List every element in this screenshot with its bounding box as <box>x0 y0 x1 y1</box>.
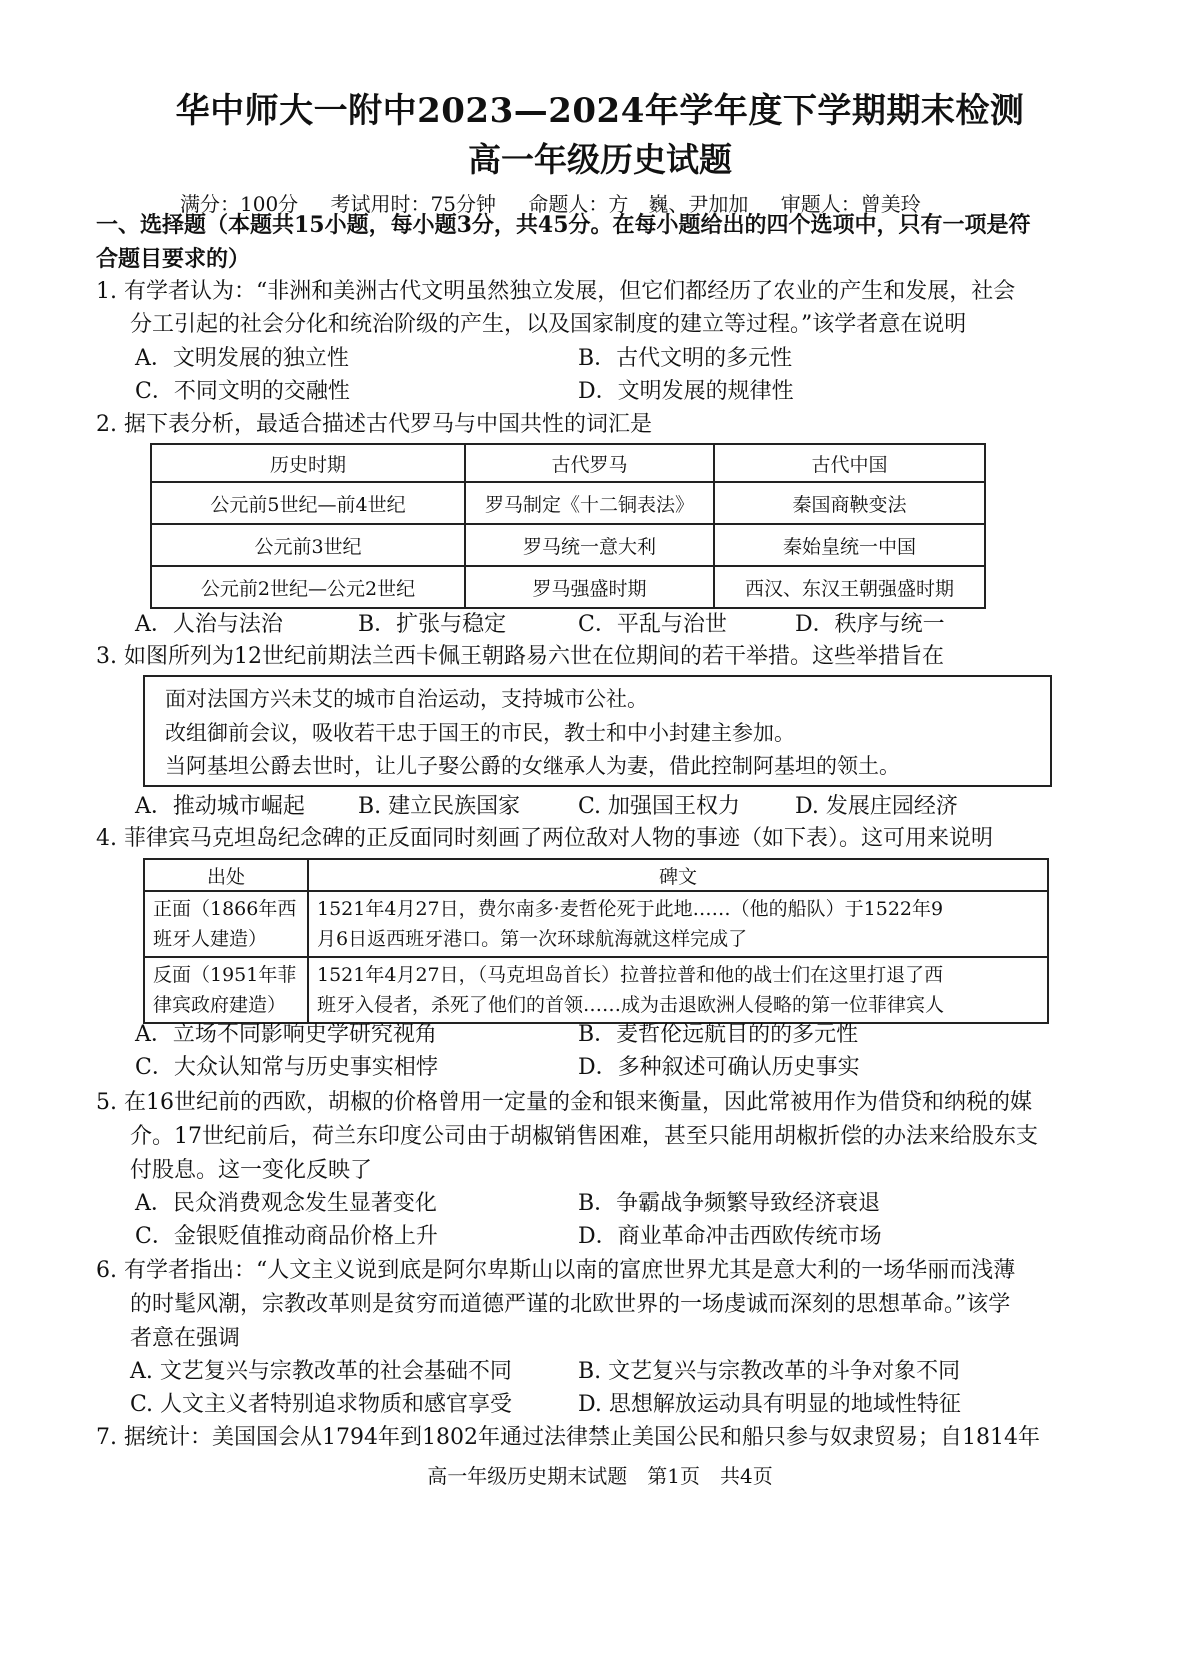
table-cell <box>144 957 308 1023</box>
question-5 <box>96 1086 1116 1120</box>
table-cell: 罗马制定《十二铜表法》 <box>465 482 714 524</box>
option-c[interactable]: C．大众认知常与历史事实相悖 <box>135 1055 438 1080</box>
question-1 <box>96 275 1116 309</box>
meta-reviewer: 审题人：曾美玲 <box>780 192 921 216</box>
table-header: 古代中国 <box>714 444 985 482</box>
question-text: 菲律宾马克坦岛纪念碑的正反面同时刻画了两位敌对人物的事迹（如下表）。这可用来说明 <box>124 826 994 851</box>
question-text: 据统计：美国国会从1794年到1802年通过法律禁止美国公民和船只参与奴隶贸易；自1814年 <box>124 1425 1040 1450</box>
q4-table <box>143 858 1049 1024</box>
question-number: 2. <box>96 412 117 437</box>
table-cell <box>308 957 1048 1023</box>
option-b[interactable]: B．争霸战争频繁导致经济衰退 <box>578 1191 881 1216</box>
section-heading: 一、选择题（本题共15小题，每小题3分，共45分。在每小题给出的四个选项中，只有一项是符 <box>96 212 1031 238</box>
q2-table <box>150 443 986 609</box>
option-d[interactable]: D．秩序与统一 <box>795 612 945 637</box>
option-c[interactable]: C．金银贬值推动商品价格上升 <box>135 1224 438 1249</box>
exam-subtitle: 高一年级历史试题 <box>468 140 732 179</box>
option-c[interactable]: C．平乱与治世 <box>578 612 727 637</box>
option-d[interactable]: D. 思想解放运动具有明显的地域性特征 <box>578 1392 961 1417</box>
source-line: 正面（1866年西 <box>153 898 297 920</box>
inscription-line: 1521年4月27日，费尔南多·麦哲伦死于此地……（他的船队）于1522年9 <box>317 898 944 920</box>
table-cell: 西汉、东汉王朝强盛时期 <box>714 566 985 608</box>
option-d[interactable]: D．商业革命冲击西欧传统市场 <box>578 1224 882 1249</box>
question-3 <box>96 640 1116 674</box>
table-row <box>151 566 985 608</box>
table-header: 历史时期 <box>151 444 465 482</box>
option-c[interactable]: C．不同文明的交融性 <box>135 379 350 404</box>
meta-time: 考试用时：75分钟 <box>330 192 496 216</box>
option-c[interactable]: C. 加强国王权力 <box>578 794 741 819</box>
source-line: 律宾政府建造） <box>153 994 287 1016</box>
option-a[interactable]: A．文明发展的独立性 <box>135 346 349 371</box>
question-number: 7. <box>96 1425 117 1450</box>
question-text-cont: 付股息。这一变化反映了 <box>130 1158 373 1183</box>
table-cell: 公元前2世纪—公元2世纪 <box>151 566 465 608</box>
question-number: 4. <box>96 826 117 851</box>
option-b[interactable]: B．扩张与稳定 <box>358 612 507 637</box>
option-d[interactable]: D．文明发展的规律性 <box>578 379 794 404</box>
option-a[interactable]: A．人治与法治 <box>135 612 283 637</box>
option-a[interactable]: A. 文艺复兴与宗教改革的社会基础不同 <box>130 1359 512 1384</box>
inscription-line: 1521年4月27日，（马克坦岛首长）拉普拉普和他的战士们在这里打退了西 <box>317 964 944 986</box>
question-number: 3. <box>96 644 117 669</box>
q3-measures-box <box>143 675 1052 787</box>
question-text: 有学者认为：“非洲和美洲古代文明虽然独立发展，但它们都经历了农业的产生和发展，社会 <box>124 279 1016 304</box>
option-a[interactable]: A．民众消费观念发生显著变化 <box>135 1191 437 1216</box>
table-header-row <box>144 859 1048 891</box>
question-text-cont: 的时髦风潮，宗教改革则是贫穷而道德严谨的北欧世界的一场虔诚而深刻的思想革命。”该学 <box>130 1292 1011 1317</box>
table-row <box>144 891 1048 957</box>
section-heading-cont: 合题目要求的） <box>96 246 251 272</box>
table-cell: 罗马统一意大利 <box>465 524 714 566</box>
table-header: 出处 <box>144 859 308 891</box>
table-cell <box>308 891 1048 957</box>
meta-score: 满分：100分 <box>180 192 299 216</box>
question-text: 据下表分析，最适合描述古代罗马与中国共性的词汇是 <box>124 412 653 437</box>
question-number: 5. <box>96 1090 117 1115</box>
question-7 <box>96 1421 1116 1455</box>
question-text-cont: 分工引起的社会分化和统治阶级的产生，以及国家制度的建立等过程。”该学者意在说明 <box>130 312 967 337</box>
measure-line: 当阿基坦公爵去世时，让儿子娶公爵的女继承人为妻，借此控制阿基坦的领土。 <box>165 754 900 778</box>
measure-line: 面对法国方兴未艾的城市自治运动，支持城市公社。 <box>165 687 648 711</box>
question-text-cont: 者意在强调 <box>130 1326 241 1351</box>
question-4 <box>96 822 1116 856</box>
inscription-line: 班牙入侵者，杀死了他们的首领……成为击退欧洲人侵略的第一位菲律宾人 <box>317 994 945 1016</box>
table-cell: 秦国商鞅变法 <box>714 482 985 524</box>
question-text: 在16世纪前的西欧，胡椒的价格曾用一定量的金和银来衡量，因此常被用作为借贷和纳税的媒 <box>124 1090 1032 1115</box>
table-cell: 公元前5世纪—前4世纪 <box>151 482 465 524</box>
measure-line: 改组御前会议，吸收若干忠于国王的市民，教士和中小封建主参加。 <box>165 721 795 745</box>
table-row <box>151 524 985 566</box>
option-a[interactable]: A．推动城市崛起 <box>135 794 305 819</box>
table-row <box>144 957 1048 1023</box>
option-d[interactable]: D. 发展庄园经济 <box>795 794 958 819</box>
table-cell: 罗马强盛时期 <box>465 566 714 608</box>
option-d[interactable]: D．多种叙述可确认历史事实 <box>578 1055 860 1080</box>
option-b[interactable]: B．麦哲伦远航目的的多元性 <box>578 1022 859 1047</box>
question-number: 1. <box>96 279 117 304</box>
table-cell <box>144 891 308 957</box>
source-line: 反面（1951年菲 <box>153 964 297 986</box>
table-header: 古代罗马 <box>465 444 714 482</box>
option-b[interactable]: B．古代文明的多元性 <box>578 346 793 371</box>
table-row <box>151 482 985 524</box>
question-text: 有学者指出：“人文主义说到底是阿尔卑斯山以南的富庶世界尤其是意大利的一场华丽而浅薄 <box>124 1258 1016 1283</box>
inscription-line: 月6日返西班牙港口。第一次环球航海就这样完成了 <box>317 928 748 950</box>
meta-author: 命题人：方 巍、尹加加 <box>528 192 749 216</box>
source-line: 班牙人建造） <box>153 928 268 950</box>
option-c[interactable]: C. 人文主义者特别追求物质和感官享受 <box>130 1392 513 1417</box>
table-cell: 秦始皇统一中国 <box>714 524 985 566</box>
table-header-row <box>151 444 985 482</box>
page-footer: 高一年级历史期末试题 第1页 共4页 <box>427 1464 773 1488</box>
option-b[interactable]: B. 建立民族国家 <box>358 794 521 819</box>
option-a[interactable]: A．立场不同影响史学研究视角 <box>135 1022 437 1047</box>
option-b[interactable]: B. 文艺复兴与宗教改革的斗争对象不同 <box>578 1359 961 1384</box>
table-header: 碑文 <box>308 859 1048 891</box>
question-text-cont: 介。17世纪前后，荷兰东印度公司由于胡椒销售困难，甚至只能用胡椒折偿的办法来给股东支 <box>130 1124 1038 1149</box>
question-number: 6. <box>96 1258 117 1283</box>
question-6 <box>96 1254 1116 1288</box>
question-2 <box>96 408 1116 442</box>
exam-title: 华中师大一附中2023—2024年学年度下学期期末检测 <box>175 91 1025 131</box>
table-cell: 公元前3世纪 <box>151 524 465 566</box>
question-text: 如图所列为12世纪前期法兰西卡佩王朝路易六世在位期间的若干举措。这些举措旨在 <box>124 644 944 669</box>
